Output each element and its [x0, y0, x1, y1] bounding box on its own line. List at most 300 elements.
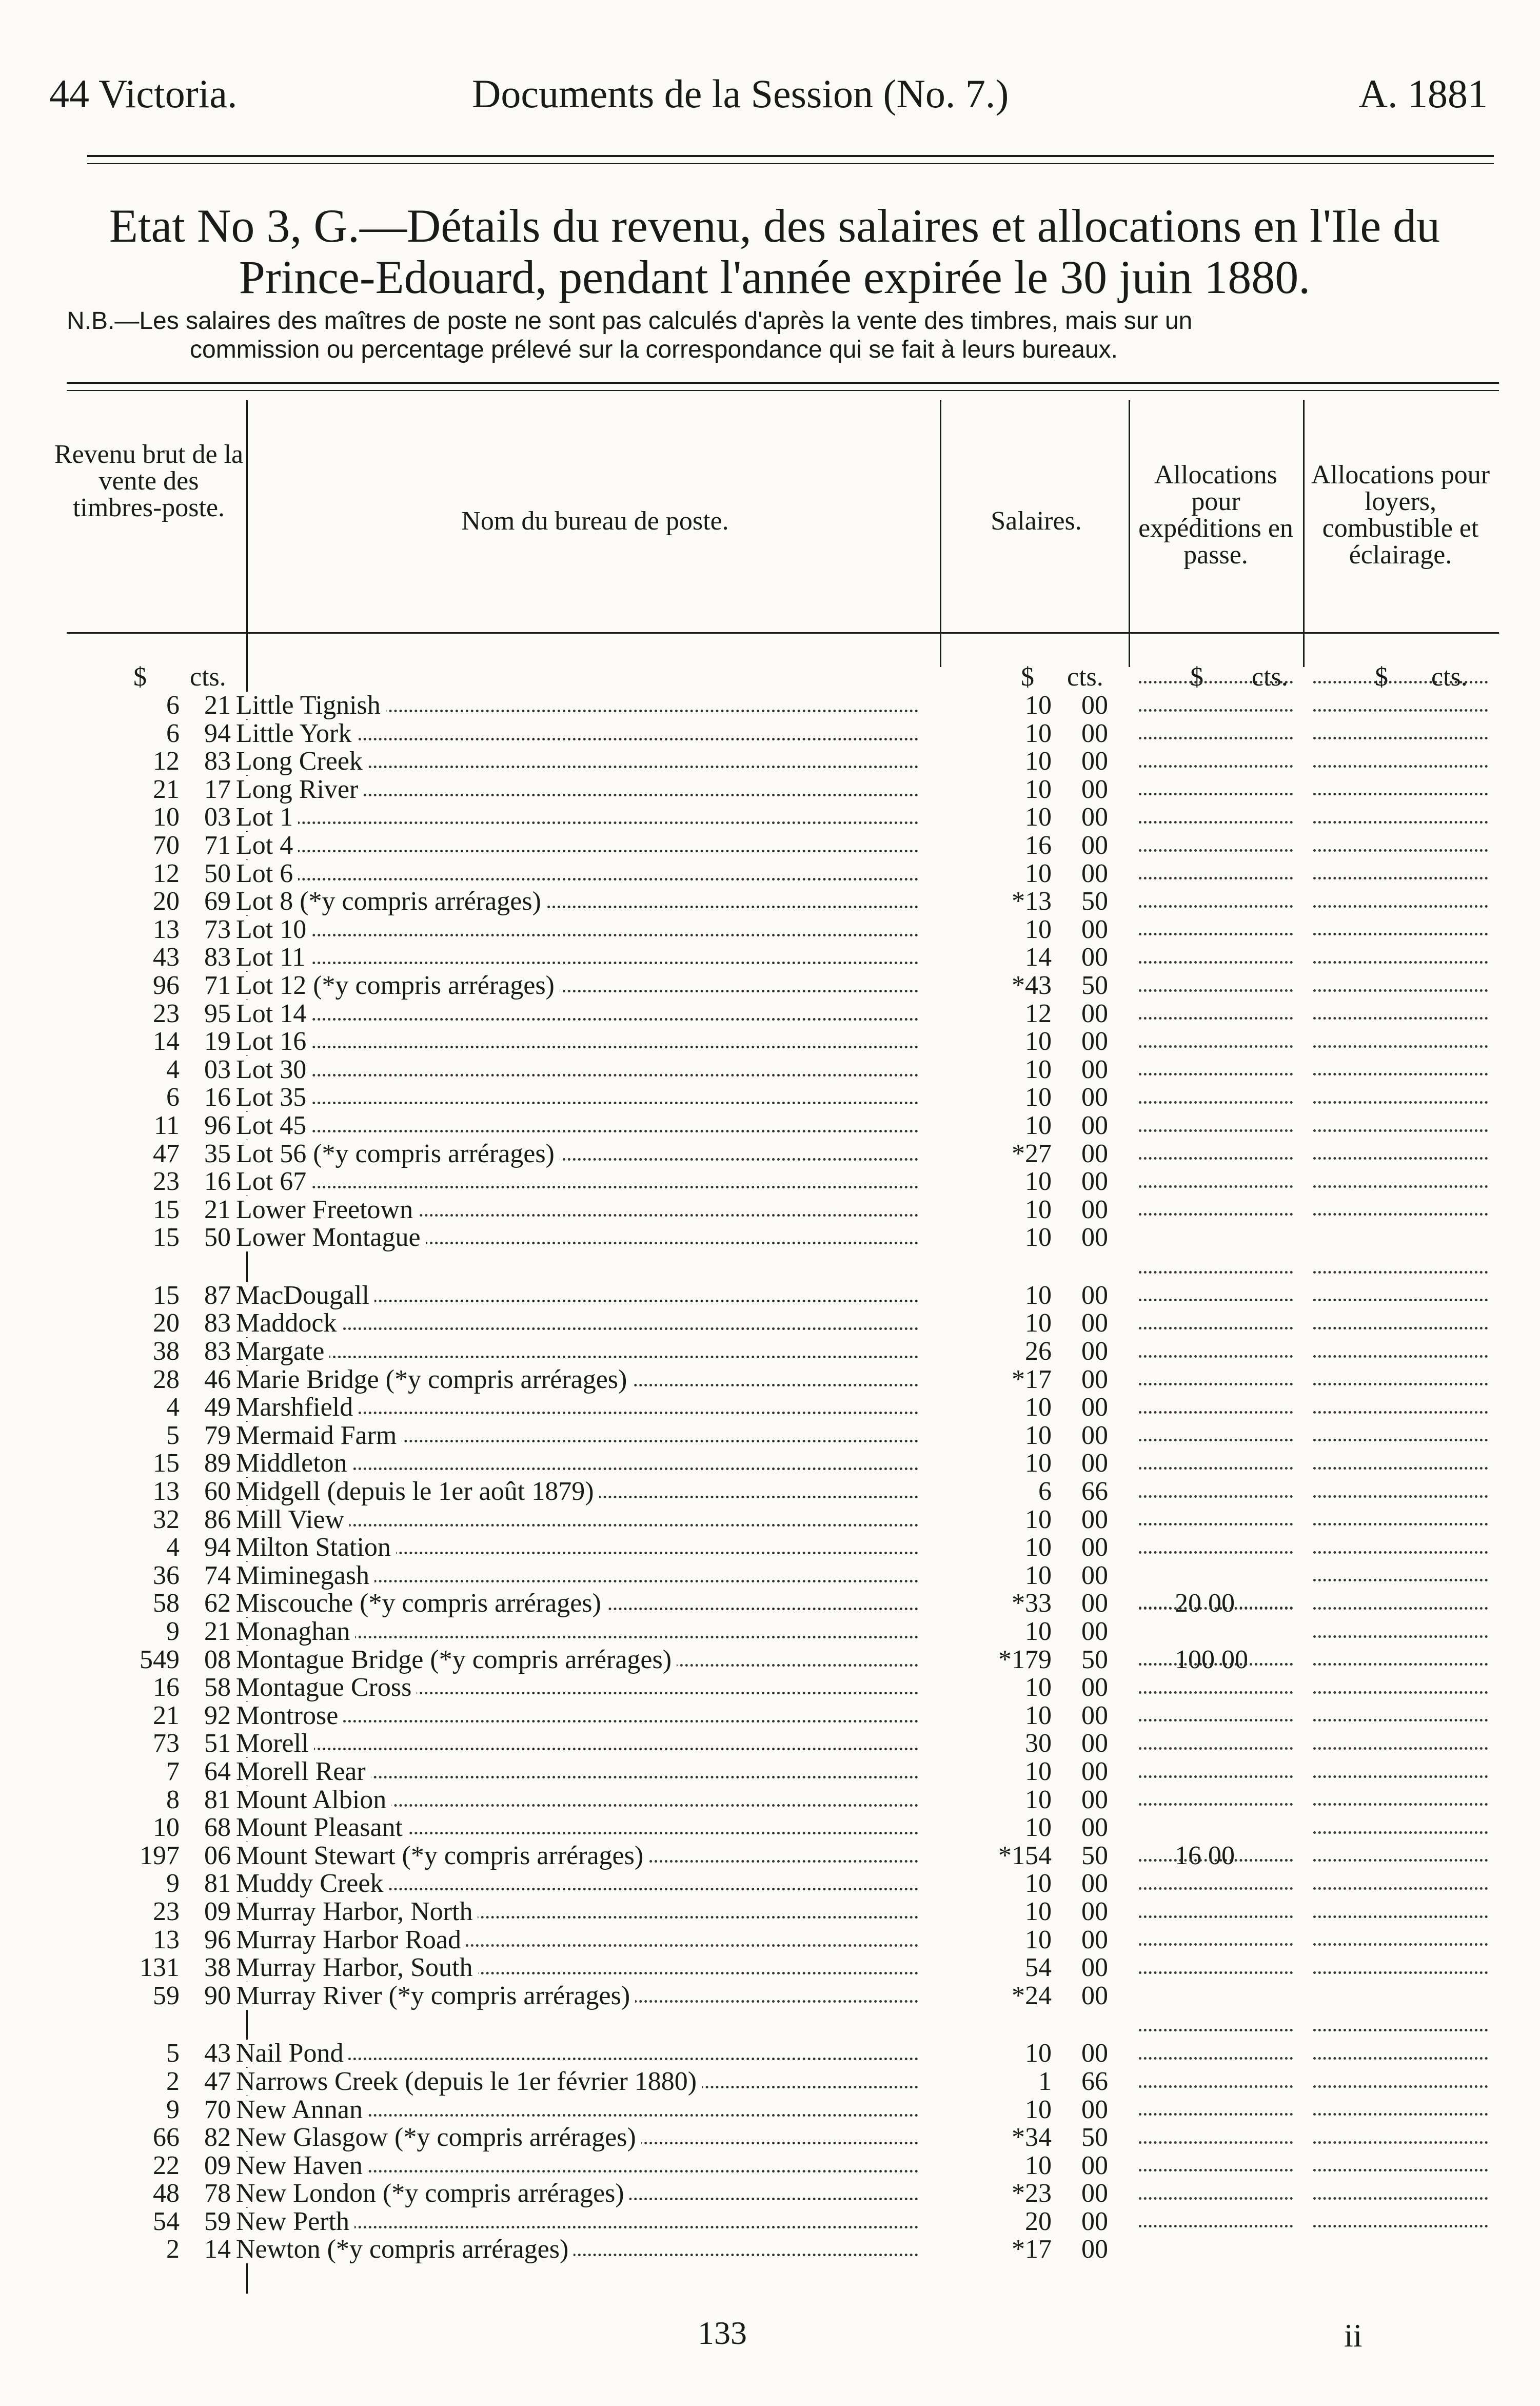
table-row — [0, 1478, 1540, 1506]
office-cell — [236, 1618, 918, 1646]
office-name: Montague Cross — [236, 1674, 417, 1701]
revenue-cell — [67, 2096, 231, 2124]
revenue-dollars: 12 — [153, 747, 180, 776]
revenue-cents: 74 — [204, 1560, 231, 1590]
table-row — [0, 776, 1540, 804]
office-name: Mill View — [236, 1506, 349, 1534]
office-name: Murray Harbor, North — [236, 1898, 478, 1926]
salary-cell — [959, 1618, 1108, 1646]
table-row — [0, 1842, 1540, 1870]
table-row — [0, 1506, 1540, 1534]
revenue-cents: 78 — [204, 2179, 231, 2208]
revenue-dollars: 2 — [166, 2235, 180, 2264]
salary-dollars: 10 — [1025, 1533, 1052, 1562]
revenue-dollars: 5 — [166, 1420, 180, 1450]
revenue-cell — [67, 748, 231, 775]
table-row — [0, 832, 1540, 860]
table-row — [0, 1422, 1540, 1450]
office-cell — [236, 1056, 918, 1084]
office-cell — [236, 860, 918, 888]
office-name: New Haven — [236, 2152, 368, 2180]
revenue-cell — [67, 1056, 231, 1084]
office-cell — [236, 1422, 918, 1450]
salary-cell — [959, 1786, 1108, 1814]
table-row — [0, 1758, 1540, 1786]
office-name: Middleton — [236, 1450, 352, 1477]
office-cell — [236, 776, 918, 804]
salary-cell — [959, 1450, 1108, 1477]
salary-cents: 00 — [1081, 2095, 1108, 2124]
salary-cents: 00 — [1081, 943, 1108, 972]
units-rev-cts: cts. — [190, 662, 226, 692]
revenue-cents: 96 — [204, 1110, 231, 1140]
salary-dollars: 10 — [1025, 914, 1052, 944]
revenue-dollars: 197 — [140, 1841, 180, 1870]
revenue-dollars: 54 — [153, 2206, 180, 2236]
revenue-cents: 38 — [204, 1953, 231, 1983]
revenue-cell — [67, 2180, 231, 2207]
revenue-dollars: 23 — [153, 1896, 180, 1926]
revenue-cell — [67, 860, 231, 888]
table-row — [0, 2040, 1540, 2068]
table-row — [0, 1926, 1540, 1954]
revenue-dollars: 32 — [153, 1504, 180, 1534]
office-cell — [236, 2068, 918, 2096]
office-cell — [236, 1730, 918, 1757]
office-cell — [236, 692, 918, 719]
salary-cents: 00 — [1081, 1420, 1108, 1450]
salary-cents: 00 — [1081, 774, 1108, 804]
table-row — [0, 1282, 1540, 1310]
salary-cents: 00 — [1081, 1589, 1108, 1618]
revenue-cell — [67, 916, 231, 944]
salary-cents: 00 — [1081, 1756, 1108, 1786]
office-name: New London (*y compris arrérages) — [236, 2180, 629, 2207]
table-row — [0, 692, 1540, 720]
salary-cell — [959, 2040, 1108, 2067]
salary-cell — [959, 1309, 1108, 1337]
office-cell — [236, 1534, 918, 1561]
salary-cell — [959, 2068, 1108, 2096]
revenue-cents: 89 — [204, 1449, 231, 1478]
revenue-dollars: 43 — [153, 943, 180, 972]
office-cell — [236, 944, 918, 971]
salary-cell — [959, 1870, 1108, 1898]
revenue-cell — [67, 1028, 231, 1055]
revenue-cell — [67, 1478, 231, 1505]
salary-cents: 00 — [1081, 747, 1108, 776]
table-row — [0, 1590, 1540, 1618]
salary-cents: 00 — [1081, 914, 1108, 944]
salary-dollars: 1 — [1038, 2066, 1052, 2096]
salary-cell — [959, 1000, 1108, 1028]
revenue-cents: 50 — [204, 1223, 231, 1253]
page-number: 133 — [698, 2315, 747, 2351]
revenue-dollars: 70 — [153, 830, 180, 860]
office-name: Lot 12 (*y compris arrérages) — [236, 972, 560, 1000]
office-cell — [236, 1394, 918, 1421]
salary-cell — [959, 720, 1108, 748]
revenue-cell — [67, 1224, 231, 1251]
office-cell — [236, 1814, 918, 1842]
office-name: Lot 14 — [236, 1000, 311, 1028]
note-label: N.B. — [67, 307, 115, 335]
units-loy-cts: cts. — [1431, 662, 1468, 692]
office-cell — [236, 804, 918, 831]
salary-dollars: 10 — [1025, 1027, 1052, 1057]
revenue-dollars: 10 — [153, 1813, 180, 1843]
salary-dollars: 10 — [1025, 1756, 1052, 1786]
table-row — [0, 1084, 1540, 1112]
revenue-cents: 50 — [204, 858, 231, 888]
office-name: Murray Harbor Road — [236, 1926, 466, 1954]
table-row — [0, 916, 1540, 944]
revenue-cell — [67, 1338, 231, 1365]
salary-cell — [959, 1478, 1108, 1505]
header-center: Documents de la Session (No. 7.) — [472, 71, 1009, 116]
salary-cell — [959, 1224, 1108, 1251]
salary-cents: 00 — [1081, 1617, 1108, 1646]
office-name: Lot 35 — [236, 1084, 311, 1111]
office-cell — [236, 1870, 918, 1898]
revenue-cell — [67, 2236, 231, 2263]
salary-cell — [959, 1140, 1108, 1168]
salary-dollars: 10 — [1025, 1280, 1052, 1310]
revenue-dollars: 48 — [153, 2179, 180, 2208]
revenue-cell — [67, 1842, 231, 1870]
revenue-dollars: 6 — [166, 1083, 180, 1112]
office-name: Nail Pond — [236, 2040, 348, 2067]
table-row — [0, 1224, 1540, 1252]
revenue-cents: 08 — [204, 1645, 231, 1674]
header-right: A. 1881 — [1358, 71, 1488, 116]
salary-dollars: *154 — [998, 1841, 1052, 1870]
salary-cents: 00 — [1081, 1195, 1108, 1224]
salary-cents: 50 — [1081, 970, 1108, 1000]
expedition-value: 100 00 — [1170, 1646, 1253, 1674]
salary-cents: 00 — [1081, 1533, 1108, 1562]
revenue-cell — [67, 804, 231, 831]
office-cell — [236, 916, 918, 944]
revenue-dollars: 96 — [153, 970, 180, 1000]
salary-cents: 00 — [1081, 1449, 1108, 1478]
table-row — [0, 2152, 1540, 2180]
salary-dollars: 30 — [1025, 1729, 1052, 1758]
revenue-dollars: 2 — [166, 2066, 180, 2096]
salary-cents: 50 — [1081, 2123, 1108, 2153]
salary-cell — [959, 1196, 1108, 1224]
revenue-dollars: 11 — [153, 1110, 180, 1140]
office-cell — [236, 2040, 918, 2067]
table-row — [0, 1562, 1540, 1590]
office-cell — [236, 1842, 918, 1870]
office-cell — [236, 1646, 918, 1674]
office-cell — [236, 1140, 918, 1168]
office-cell — [236, 1758, 918, 1786]
revenue-cents: 21 — [204, 691, 231, 720]
office-name: New Annan — [236, 2096, 368, 2124]
office-cell — [236, 1926, 918, 1954]
table-row — [0, 2180, 1540, 2208]
salary-cell — [959, 1646, 1108, 1674]
revenue-cell — [67, 1140, 231, 1168]
salary-cents: 00 — [1081, 1729, 1108, 1758]
office-cell — [236, 1112, 918, 1140]
salary-cell — [959, 944, 1108, 971]
salary-cell — [959, 888, 1108, 915]
office-name: Narrows Creek (depuis le 1er février 1880) — [236, 2068, 702, 2096]
revenue-cents: 81 — [204, 1869, 231, 1899]
revenue-dollars: 20 — [153, 887, 180, 916]
expedition-value: 20 00 — [1170, 1590, 1240, 1617]
revenue-dollars: 23 — [153, 1167, 180, 1197]
office-cell — [236, 832, 918, 859]
revenue-cents: 94 — [204, 718, 231, 748]
salary-dollars: 10 — [1025, 1167, 1052, 1197]
revenue-cell — [67, 1196, 231, 1224]
office-name: Miscouche (*y compris arrérages) — [236, 1590, 606, 1617]
salary-cents: 00 — [1081, 1673, 1108, 1703]
revenue-dollars: 66 — [153, 2123, 180, 2153]
revenue-dollars: 15 — [153, 1449, 180, 1478]
revenue-cell — [67, 1702, 231, 1730]
salary-cell — [959, 1814, 1108, 1842]
revenue-cents: 19 — [204, 1027, 231, 1057]
office-name: Montrose — [236, 1702, 343, 1730]
salary-cents: 00 — [1081, 1337, 1108, 1366]
office-name: Mount Albion — [236, 1786, 391, 1814]
revenue-dollars: 73 — [153, 1729, 180, 1758]
salary-dollars: 10 — [1025, 1673, 1052, 1703]
revenue-cell — [67, 1534, 231, 1561]
title-line1: No 3, G.—Détails du revenu, des salaires et allocations en l'Ile du — [185, 200, 1440, 252]
revenue-cents: 70 — [204, 2095, 231, 2124]
office-cell — [236, 2236, 918, 2263]
col-head-revenue: Revenu brut de la vente des timbres-poste. — [54, 440, 244, 522]
office-cell — [236, 1028, 918, 1055]
salary-cents: 00 — [1081, 830, 1108, 860]
revenue-cents: 21 — [204, 1617, 231, 1646]
expedition-cell — [1139, 1842, 1293, 1870]
revenue-cents: 17 — [204, 774, 231, 804]
salary-cell — [959, 860, 1108, 888]
table-row — [0, 1618, 1540, 1646]
salary-cell — [959, 1898, 1108, 1926]
table-row — [0, 1309, 1540, 1338]
table-row — [0, 1674, 1540, 1702]
office-cell — [236, 1562, 918, 1590]
table-row — [0, 1366, 1540, 1394]
office-name: Mount Stewart (*y compris arrérages) — [236, 1842, 648, 1870]
office-name: Mount Pleasant — [236, 1814, 408, 1842]
revenue-cell — [67, 1422, 231, 1450]
office-cell — [236, 1590, 918, 1617]
office-cell — [236, 1168, 918, 1196]
revenue-dollars: 15 — [153, 1223, 180, 1253]
salary-cell — [959, 1590, 1108, 1617]
salary-dollars: *33 — [1012, 1589, 1052, 1618]
salary-dollars: *23 — [1012, 2179, 1052, 2208]
revenue-dollars: 15 — [153, 1195, 180, 1224]
table-row — [0, 1168, 1540, 1196]
table-row — [0, 888, 1540, 916]
salary-cents: 00 — [1081, 2039, 1108, 2068]
revenue-cents: 68 — [204, 1813, 231, 1843]
revenue-cell — [67, 1394, 231, 1421]
revenue-cents: 82 — [204, 2123, 231, 2153]
office-name: Lot 11 — [236, 944, 310, 971]
table-row — [0, 2236, 1540, 2264]
salary-cell — [959, 1842, 1108, 1870]
revenue-cell — [67, 1562, 231, 1590]
salary-cell — [959, 692, 1108, 719]
office-name: Long Creek — [236, 748, 368, 775]
salary-dollars: 10 — [1025, 774, 1052, 804]
salary-cents: 00 — [1081, 1869, 1108, 1899]
office-name: Monaghan — [236, 1618, 355, 1646]
office-name: New Glasgow (*y compris arrérages) — [236, 2124, 641, 2151]
salary-cell — [959, 804, 1108, 831]
revenue-cents: 69 — [204, 887, 231, 916]
revenue-dollars: 10 — [153, 803, 180, 832]
revenue-cell — [67, 1814, 231, 1842]
revenue-cell — [67, 692, 231, 719]
revenue-cell — [67, 1112, 231, 1140]
revenue-dollars: 7 — [166, 1756, 180, 1786]
salary-dollars: 20 — [1025, 2206, 1052, 2236]
office-name: Lower Freetown — [236, 1196, 418, 1224]
revenue-cell — [67, 888, 231, 915]
note-line1: —Les salaires des maîtres de poste ne sont pas calculés d'après la vente des timbres, mais sur un — [114, 307, 1193, 335]
office-cell — [236, 1702, 918, 1730]
col-head-office: Nom du bureau de poste. — [461, 506, 729, 536]
revenue-cents: 21 — [204, 1195, 231, 1224]
revenue-cents: 03 — [204, 803, 231, 832]
revenue-cell — [67, 1366, 231, 1394]
salary-cell — [959, 972, 1108, 1000]
office-name: MacDougall — [236, 1282, 374, 1309]
salary-dollars: 10 — [1025, 858, 1052, 888]
revenue-cell — [67, 1282, 231, 1309]
table-row — [0, 1730, 1540, 1758]
table-row — [0, 2124, 1540, 2152]
salary-dollars: 10 — [1025, 1504, 1052, 1534]
revenue-dollars: 9 — [166, 1869, 180, 1899]
salary-cents: 66 — [1081, 1477, 1108, 1507]
office-cell — [236, 1786, 918, 1814]
salary-dollars: 10 — [1025, 1420, 1052, 1450]
salary-cents: 00 — [1081, 1139, 1108, 1168]
revenue-cents: 64 — [204, 1756, 231, 1786]
title-prefix: Etat — [109, 200, 185, 252]
note-line2: commission ou percentage prélevé sur la correspondance qui se fait à leurs bureaux. — [190, 336, 1118, 363]
header-rule-thin — [87, 163, 1494, 164]
revenue-dollars: 23 — [153, 999, 180, 1028]
salary-cents: 00 — [1081, 1896, 1108, 1926]
office-name: Lot 30 — [236, 1056, 311, 1084]
revenue-cell — [67, 1590, 231, 1617]
note — [67, 307, 1483, 364]
office-cell — [236, 1084, 918, 1111]
salary-cents: 00 — [1081, 2150, 1108, 2180]
table-row — [0, 720, 1540, 748]
office-name: Miminegash — [236, 1562, 374, 1590]
col-head-rent: Allocations pour loyers, combustible et éclairage. — [1311, 460, 1490, 570]
revenue-dollars: 12 — [153, 858, 180, 888]
table-row — [0, 1000, 1540, 1028]
office-cell — [236, 2096, 918, 2124]
salary-cents: 50 — [1081, 887, 1108, 916]
col-divider — [1129, 400, 1130, 667]
salary-cents: 00 — [1081, 858, 1108, 888]
revenue-cents: 43 — [204, 2039, 231, 2068]
salary-cents: 00 — [1081, 1953, 1108, 1983]
office-name: Lot 8 (*y compris arrérages) — [236, 888, 546, 915]
revenue-cents: 71 — [204, 970, 231, 1000]
office-name: Murray Harbor, South — [236, 1954, 478, 1982]
revenue-dollars: 28 — [153, 1364, 180, 1394]
title-line2: Prince-Edouard, pendant l'année expirée le 30 juin 1880. — [239, 251, 1311, 303]
revenue-cents: 16 — [204, 1083, 231, 1112]
office-name: Lot 10 — [236, 916, 311, 944]
salary-dollars: 10 — [1025, 1869, 1052, 1899]
salary-dollars: 10 — [1025, 1449, 1052, 1478]
salary-cell — [959, 1562, 1108, 1590]
units-loy-dollar: $ — [1375, 662, 1388, 692]
salary-cell — [959, 2236, 1108, 2263]
revenue-cents: 81 — [204, 1785, 231, 1814]
salary-dollars: 10 — [1025, 1925, 1052, 1954]
units-rev-dollar: $ — [133, 662, 147, 692]
salary-cents: 00 — [1081, 1083, 1108, 1112]
salary-cell — [959, 1758, 1108, 1786]
revenue-cents: 83 — [204, 747, 231, 776]
salary-cell — [959, 2180, 1108, 2207]
salary-cell — [959, 832, 1108, 859]
table-row — [0, 748, 1540, 776]
revenue-cell — [67, 2152, 231, 2180]
revenue-dollars: 36 — [153, 1560, 180, 1590]
table-top-rule — [67, 382, 1499, 384]
table-row — [0, 1870, 1540, 1898]
salary-dollars: 10 — [1025, 1617, 1052, 1646]
salary-cents: 00 — [1081, 999, 1108, 1028]
salary-cents: 00 — [1081, 1223, 1108, 1253]
salary-dollars: 14 — [1025, 943, 1052, 972]
office-name: Lot 4 — [236, 832, 298, 859]
salary-cents: 00 — [1081, 2179, 1108, 2208]
office-cell — [236, 1898, 918, 1926]
revenue-dollars: 16 — [153, 1673, 180, 1703]
revenue-cell — [67, 1898, 231, 1926]
salary-cents: 50 — [1081, 1645, 1108, 1674]
table-row — [0, 1954, 1540, 1982]
salary-cents: 00 — [1081, 718, 1108, 748]
header-rule — [87, 155, 1494, 157]
header-left: 44 Victoria. — [49, 71, 238, 116]
salary-cell — [959, 1028, 1108, 1055]
salary-cell — [959, 1112, 1108, 1140]
table-row — [0, 1702, 1540, 1730]
revenue-dollars: 6 — [166, 691, 180, 720]
salary-dollars: *34 — [1012, 2123, 1052, 2153]
signature-mark: ii — [1344, 2317, 1363, 2354]
salary-cents: 00 — [1081, 2206, 1108, 2236]
revenue-cell — [67, 972, 231, 1000]
salary-dollars: 10 — [1025, 1393, 1052, 1422]
office-cell — [236, 1309, 918, 1337]
revenue-dollars: 8 — [166, 1785, 180, 1814]
